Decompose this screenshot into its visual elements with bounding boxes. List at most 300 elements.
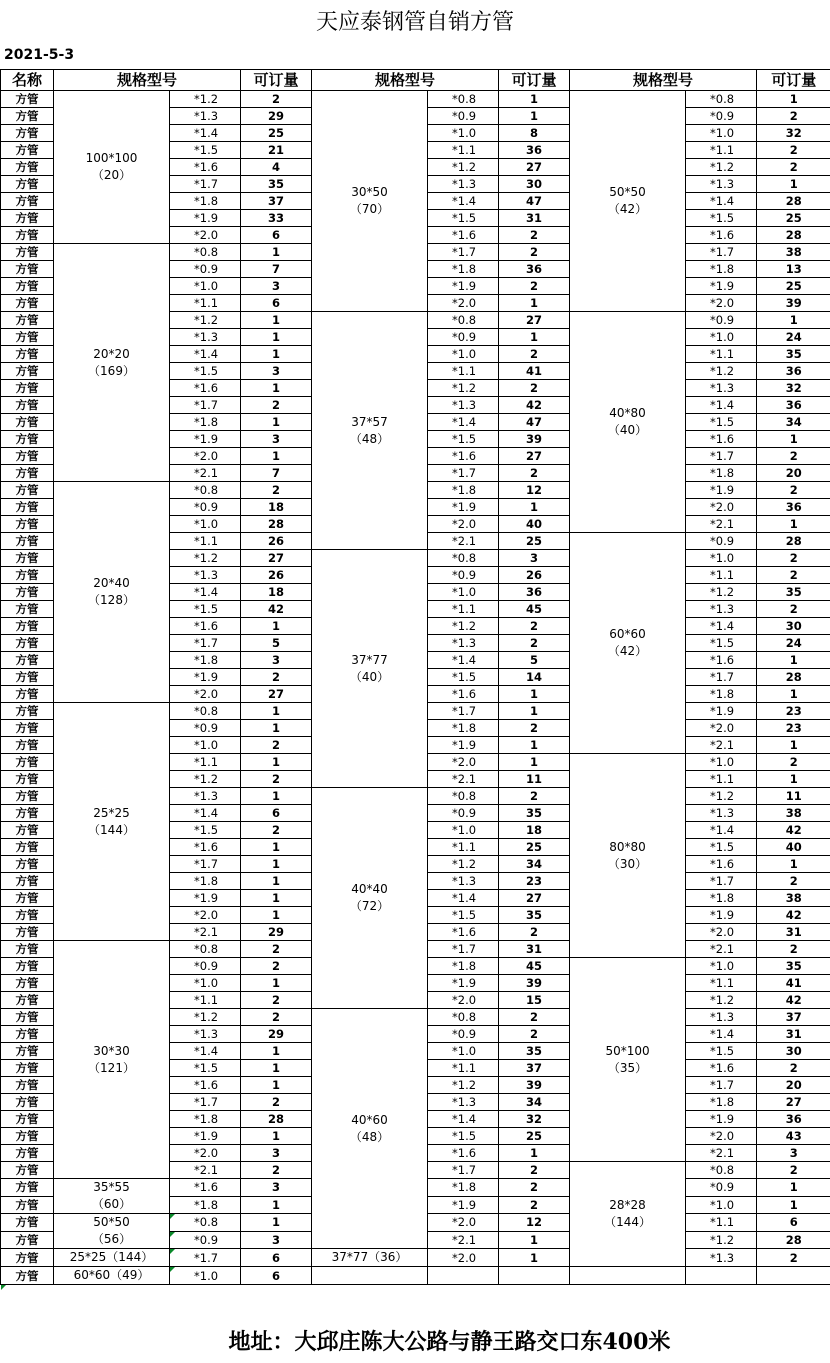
qty-cell: 1 — [757, 1196, 830, 1214]
thickness-cell: *0.8 — [170, 941, 241, 958]
size-label: 50*50 — [570, 184, 685, 201]
thickness-cell: *1.5 — [686, 210, 757, 227]
item-name: 方管 — [1, 1128, 54, 1145]
qty-cell: 2 — [241, 91, 312, 108]
qty-cell: 18 — [499, 822, 570, 839]
thickness-cell: *1.9 — [428, 975, 499, 992]
thickness-cell: *1.5 — [428, 1128, 499, 1145]
thickness-cell: *1.2 — [428, 618, 499, 635]
qty-cell: 1 — [241, 975, 312, 992]
thickness-cell: *1.1 — [428, 839, 499, 856]
thickness-cell: *2.0 — [686, 1128, 757, 1145]
thickness-cell: *1.5 — [686, 635, 757, 652]
size-count: （144） — [570, 1214, 685, 1231]
thickness-cell: *0.9 — [428, 567, 499, 584]
qty-cell: 1 — [757, 771, 830, 788]
size-count: （70） — [312, 201, 427, 218]
qty-cell: 23 — [757, 720, 830, 737]
item-name: 方管 — [1, 125, 54, 142]
thickness-cell: *1.9 — [686, 703, 757, 720]
item-name: 方管 — [1, 1111, 54, 1128]
thickness-cell: *1.4 — [428, 193, 499, 210]
thickness-cell: *0.9 — [686, 533, 757, 550]
item-name: 方管 — [1, 839, 54, 856]
thickness-cell: *1.2 — [686, 584, 757, 601]
size-label: 60*60 — [570, 626, 685, 643]
thickness-cell: *2.0 — [428, 1214, 499, 1232]
qty-cell: 2 — [757, 1162, 830, 1179]
thickness-cell: *1.8 — [686, 890, 757, 907]
qty-cell: 40 — [499, 516, 570, 533]
thickness-cell: *1.0 — [686, 1196, 757, 1214]
thickness-cell: *0.9 — [428, 108, 499, 125]
qty-cell: 1 — [241, 618, 312, 635]
qty-cell: 1 — [757, 516, 830, 533]
qty-cell: 30 — [757, 618, 830, 635]
thickness-cell: *1.7 — [170, 635, 241, 652]
thickness-cell: *2.0 — [686, 295, 757, 312]
thickness-cell: *1.5 — [428, 210, 499, 227]
item-name: 方管 — [1, 975, 54, 992]
item-name: 方管 — [1, 380, 54, 397]
qty-cell: 29 — [241, 1026, 312, 1043]
thickness-cell: *0.9 — [170, 261, 241, 278]
qty-cell: 2 — [241, 992, 312, 1009]
thickness-cell: *2.0 — [170, 686, 241, 703]
item-name: 方管 — [1, 1009, 54, 1026]
qty-cell: 20 — [757, 1077, 830, 1094]
qty-cell: 1 — [241, 244, 312, 261]
thickness-cell: *2.0 — [428, 516, 499, 533]
qty-cell: 4 — [241, 159, 312, 176]
qty-cell: 2 — [757, 754, 830, 771]
item-name: 方管 — [1, 1043, 54, 1060]
qty-cell: 1 — [241, 856, 312, 873]
thickness-cell: *1.7 — [170, 856, 241, 873]
thickness-cell: *1.5 — [428, 431, 499, 448]
size-label: 37*77（36） — [312, 1249, 427, 1266]
qty-cell: 2 — [499, 788, 570, 805]
qty-cell: 45 — [499, 601, 570, 618]
size-count: （42） — [570, 643, 685, 660]
item-name: 方管 — [1, 737, 54, 754]
qty-cell: 1 — [241, 312, 312, 329]
qty-cell: 18 — [241, 584, 312, 601]
qty-cell: 28 — [757, 669, 830, 686]
qty-cell: 2 — [499, 720, 570, 737]
thickness-cell: *1.8 — [170, 652, 241, 669]
size-block — [54, 1267, 170, 1285]
item-name: 方管 — [1, 414, 54, 431]
size-count: （60） — [54, 1196, 169, 1213]
thickness-cell: *1.3 — [428, 873, 499, 890]
qty-cell: 39 — [757, 295, 830, 312]
qty-cell: 3 — [241, 1179, 312, 1197]
thickness-cell: *1.9 — [428, 499, 499, 516]
qty-cell: 28 — [757, 1231, 830, 1249]
thickness-cell: *0.8 — [428, 788, 499, 805]
qty-cell: 1 — [499, 703, 570, 720]
thickness-cell: *1.8 — [428, 261, 499, 278]
item-name: 方管 — [1, 1094, 54, 1111]
size-block — [54, 1214, 170, 1249]
thickness-cell: *0.9 — [428, 1026, 499, 1043]
qty-cell: 11 — [757, 788, 830, 805]
qty-cell: 25 — [499, 839, 570, 856]
thickness-cell: *2.1 — [170, 924, 241, 941]
thickness-cell: *1.3 — [686, 176, 757, 193]
size-block — [312, 91, 428, 312]
header-name: 名称 — [1, 70, 54, 91]
qty-cell: 2 — [499, 635, 570, 652]
size-label: 40*60 — [312, 1112, 427, 1129]
thickness-cell: *1.7 — [170, 1094, 241, 1111]
item-name: 方管 — [1, 788, 54, 805]
qty-cell: 42 — [241, 601, 312, 618]
qty-cell: 2 — [499, 244, 570, 261]
qty-cell: 30 — [757, 1043, 830, 1060]
item-name: 方管 — [1, 295, 54, 312]
item-name: 方管 — [1, 210, 54, 227]
address-text: 地址：大邱庄陈大公路与静王路交口东400米 — [1, 1321, 830, 1363]
item-name: 方管 — [1, 805, 54, 822]
thickness-cell: *1.4 — [686, 1026, 757, 1043]
size-label: 50*50 — [54, 1214, 169, 1231]
qty-cell: 2 — [757, 941, 830, 958]
thickness-cell: *1.4 — [686, 822, 757, 839]
qty-cell: 39 — [499, 975, 570, 992]
table-row — [1, 91, 830, 108]
size-block — [570, 312, 686, 533]
qty-cell: 1 — [499, 329, 570, 346]
thickness-cell: *1.5 — [686, 839, 757, 856]
size-label: 20*40 — [54, 575, 169, 592]
qty-cell: 2 — [241, 737, 312, 754]
qty-cell: 1 — [241, 907, 312, 924]
qty-cell: 2 — [499, 227, 570, 244]
thickness-cell: *1.1 — [170, 754, 241, 771]
thickness-cell: *2.1 — [428, 771, 499, 788]
thickness-cell: *1.3 — [428, 635, 499, 652]
qty-cell: 36 — [757, 1111, 830, 1128]
size-block — [570, 1162, 686, 1267]
thickness-cell: *1.1 — [170, 992, 241, 1009]
size-label: 20*20 — [54, 346, 169, 363]
thickness-cell: *1.2 — [170, 312, 241, 329]
thickness-cell: *1.8 — [428, 958, 499, 975]
item-name: 方管 — [1, 244, 54, 261]
qty-cell: 27 — [757, 1094, 830, 1111]
thickness-cell: *1.8 — [686, 686, 757, 703]
header-qty-2: 可订量 — [499, 70, 570, 91]
inventory-table — [0, 69, 830, 1363]
thickness-cell: *1.4 — [170, 1043, 241, 1060]
thickness-cell: *0.9 — [170, 1231, 241, 1249]
thickness-cell: *1.5 — [170, 601, 241, 618]
thickness-cell: *2.1 — [170, 465, 241, 482]
item-name: 方管 — [1, 312, 54, 329]
thickness-cell: *1.4 — [686, 618, 757, 635]
qty-cell: 2 — [241, 822, 312, 839]
thickness-cell: *1.8 — [428, 482, 499, 499]
qty-cell: 3 — [241, 1231, 312, 1249]
qty-cell: 14 — [499, 669, 570, 686]
thickness-cell: *1.4 — [428, 414, 499, 431]
thickness-cell: *1.4 — [170, 805, 241, 822]
thickness-cell: *1.1 — [686, 567, 757, 584]
size-block — [312, 1009, 428, 1249]
thickness-cell: *1.3 — [428, 1094, 499, 1111]
size-label: 25*25（144） — [54, 1249, 169, 1266]
size-block — [570, 1267, 686, 1285]
thickness-cell: *1.8 — [170, 1111, 241, 1128]
qty-cell: 41 — [757, 975, 830, 992]
qty-cell: 2 — [757, 142, 830, 159]
item-name: 方管 — [1, 108, 54, 125]
item-name: 方管 — [1, 924, 54, 941]
thickness-cell: *1.0 — [428, 346, 499, 363]
qty-cell: 35 — [757, 958, 830, 975]
qty-cell: 7 — [241, 465, 312, 482]
thickness-cell: *2.1 — [686, 737, 757, 754]
qty-cell: 2 — [757, 601, 830, 618]
thickness-cell: *1.1 — [686, 1214, 757, 1232]
qty-cell: 6 — [241, 1249, 312, 1267]
qty-cell: 2 — [241, 1162, 312, 1179]
item-name: 方管 — [1, 669, 54, 686]
thickness-cell: *1.6 — [170, 159, 241, 176]
qty-cell: 1 — [499, 686, 570, 703]
qty-cell: 45 — [499, 958, 570, 975]
thickness-cell: *1.7 — [170, 397, 241, 414]
thickness-cell: *1.5 — [170, 142, 241, 159]
qty-cell: 31 — [499, 941, 570, 958]
header-spec-1: 规格型号 — [54, 70, 241, 91]
qty-cell: 2 — [241, 397, 312, 414]
qty-cell: 42 — [757, 822, 830, 839]
qty-cell: 1 — [241, 329, 312, 346]
item-name: 方管 — [1, 329, 54, 346]
size-block — [54, 941, 170, 1179]
item-name: 方管 — [1, 1162, 54, 1179]
qty-cell: 27 — [499, 890, 570, 907]
qty-cell: 1 — [499, 1145, 570, 1162]
thickness-cell: *2.0 — [170, 1145, 241, 1162]
thickness-cell: *0.8 — [428, 550, 499, 567]
thickness-cell — [428, 1267, 499, 1285]
size-count: （144） — [54, 822, 169, 839]
thickness-cell: *1.6 — [170, 618, 241, 635]
qty-cell: 25 — [499, 533, 570, 550]
item-name: 方管 — [1, 822, 54, 839]
page-title: 天应泰钢管自销方管 — [0, 4, 830, 42]
qty-cell: 47 — [499, 414, 570, 431]
thickness-cell: *1.7 — [428, 941, 499, 958]
qty-cell: 35 — [757, 346, 830, 363]
qty-cell: 23 — [757, 703, 830, 720]
size-label: 28*28 — [570, 1197, 685, 1214]
thickness-cell: *1.8 — [686, 261, 757, 278]
qty-cell: 32 — [757, 380, 830, 397]
size-label: 37*57 — [312, 414, 427, 431]
qty-cell: 2 — [241, 1094, 312, 1111]
qty-cell: 1 — [241, 1060, 312, 1077]
item-name: 方管 — [1, 635, 54, 652]
qty-cell: 2 — [499, 1179, 570, 1197]
qty-cell: 1 — [241, 873, 312, 890]
qty-cell: 2 — [757, 550, 830, 567]
thickness-cell: *1.7 — [170, 176, 241, 193]
qty-cell: 1 — [757, 91, 830, 108]
thickness-cell: *0.8 — [170, 1214, 241, 1232]
thickness-cell: *1.9 — [686, 482, 757, 499]
thickness-cell: *1.2 — [170, 91, 241, 108]
size-block — [312, 1249, 428, 1267]
item-name: 方管 — [1, 499, 54, 516]
thickness-cell: *1.2 — [686, 363, 757, 380]
qty-cell: 27 — [499, 312, 570, 329]
size-count: （169） — [54, 363, 169, 380]
thickness-cell: *1.1 — [686, 142, 757, 159]
qty-cell: 25 — [499, 1128, 570, 1145]
size-block — [570, 958, 686, 1162]
thickness-cell: *1.1 — [428, 601, 499, 618]
qty-cell: 2 — [499, 1026, 570, 1043]
thickness-cell: *1.7 — [686, 669, 757, 686]
thickness-cell: *1.3 — [170, 329, 241, 346]
thickness-cell: *1.5 — [686, 1043, 757, 1060]
qty-cell: 35 — [499, 805, 570, 822]
qty-cell: 38 — [757, 890, 830, 907]
item-name: 方管 — [1, 584, 54, 601]
thickness-cell: *1.2 — [428, 380, 499, 397]
thickness-cell: *2.0 — [170, 907, 241, 924]
thickness-cell: *1.1 — [428, 142, 499, 159]
qty-cell: 28 — [757, 533, 830, 550]
item-name: 方管 — [1, 958, 54, 975]
thickness-cell: *2.0 — [686, 924, 757, 941]
thickness-cell: *1.2 — [686, 992, 757, 1009]
qty-cell: 2 — [241, 1009, 312, 1026]
thickness-cell: *1.6 — [428, 227, 499, 244]
thickness-cell: *1.0 — [428, 125, 499, 142]
thickness-cell: *1.4 — [428, 652, 499, 669]
thickness-cell: *1.9 — [170, 890, 241, 907]
thickness-cell: *1.0 — [170, 1267, 241, 1285]
item-name: 方管 — [1, 1196, 54, 1214]
thickness-cell: *1.0 — [170, 278, 241, 295]
qty-cell: 21 — [241, 142, 312, 159]
size-block — [312, 312, 428, 550]
thickness-cell: *1.5 — [170, 1060, 241, 1077]
item-name: 方管 — [1, 941, 54, 958]
thickness-cell: *1.9 — [686, 278, 757, 295]
thickness-cell: *1.9 — [170, 431, 241, 448]
item-name: 方管 — [1, 227, 54, 244]
qty-cell: 28 — [241, 516, 312, 533]
table-row — [1, 1249, 830, 1267]
thickness-cell: *1.6 — [686, 227, 757, 244]
item-name: 方管 — [1, 363, 54, 380]
thickness-cell: *1.1 — [428, 1060, 499, 1077]
thickness-cell: *1.2 — [170, 1009, 241, 1026]
thickness-cell: *1.0 — [170, 737, 241, 754]
qty-cell: 3 — [241, 652, 312, 669]
thickness-cell: *1.0 — [686, 329, 757, 346]
qty-cell: 28 — [241, 1111, 312, 1128]
thickness-cell: *1.7 — [428, 244, 499, 261]
qty-cell: 5 — [499, 652, 570, 669]
qty-cell: 6 — [241, 805, 312, 822]
qty-cell: 3 — [241, 278, 312, 295]
header-qty-1: 可订量 — [241, 70, 312, 91]
thickness-cell: *2.0 — [170, 448, 241, 465]
thickness-cell: *1.8 — [170, 193, 241, 210]
spacer-row — [1, 1285, 830, 1322]
thickness-cell: *1.6 — [686, 652, 757, 669]
thickness-cell: *1.2 — [428, 159, 499, 176]
thickness-cell: *0.8 — [428, 312, 499, 329]
thickness-cell: *0.9 — [428, 329, 499, 346]
size-count: （40） — [570, 422, 685, 439]
qty-cell: 37 — [757, 1009, 830, 1026]
qty-cell: 2 — [499, 618, 570, 635]
qty-cell: 1 — [241, 720, 312, 737]
size-label: 40*40 — [312, 881, 427, 898]
qty-cell: 39 — [499, 1077, 570, 1094]
size-count: （56） — [54, 1231, 169, 1248]
size-label: 37*77 — [312, 652, 427, 669]
thickness-cell: *0.8 — [686, 91, 757, 108]
qty-cell: 1 — [757, 856, 830, 873]
qty-cell: 2 — [499, 346, 570, 363]
thickness-cell: *1.2 — [170, 771, 241, 788]
item-name: 方管 — [1, 1179, 54, 1197]
qty-cell: 34 — [499, 856, 570, 873]
thickness-cell: *0.9 — [686, 312, 757, 329]
item-name: 方管 — [1, 1077, 54, 1094]
item-name: 方管 — [1, 1060, 54, 1077]
qty-cell: 18 — [241, 499, 312, 516]
qty-cell: 1 — [757, 686, 830, 703]
qty-cell: 35 — [241, 176, 312, 193]
qty-cell: 35 — [499, 1043, 570, 1060]
table-row — [1, 1267, 830, 1285]
size-label: 100*100 — [54, 150, 169, 167]
address-row — [1, 1321, 830, 1363]
qty-cell: 1 — [499, 1231, 570, 1249]
thickness-cell: *1.3 — [686, 1249, 757, 1267]
thickness-cell: *1.6 — [428, 1145, 499, 1162]
qty-cell: 24 — [757, 329, 830, 346]
qty-cell: 2 — [757, 159, 830, 176]
thickness-cell: *1.3 — [170, 567, 241, 584]
qty-cell: 31 — [757, 1026, 830, 1043]
qty-cell: 13 — [757, 261, 830, 278]
thickness-cell: *1.6 — [170, 1077, 241, 1094]
thickness-cell: *1.5 — [428, 907, 499, 924]
qty-cell: 1 — [241, 703, 312, 720]
thickness-cell: *1.1 — [686, 346, 757, 363]
qty-cell: 2 — [757, 108, 830, 125]
qty-cell: 2 — [499, 278, 570, 295]
qty-cell: 24 — [757, 635, 830, 652]
size-block — [570, 533, 686, 754]
qty-cell: 27 — [241, 686, 312, 703]
spacer-cell — [1, 1285, 830, 1322]
thickness-cell: *0.9 — [686, 108, 757, 125]
item-name: 方管 — [1, 703, 54, 720]
